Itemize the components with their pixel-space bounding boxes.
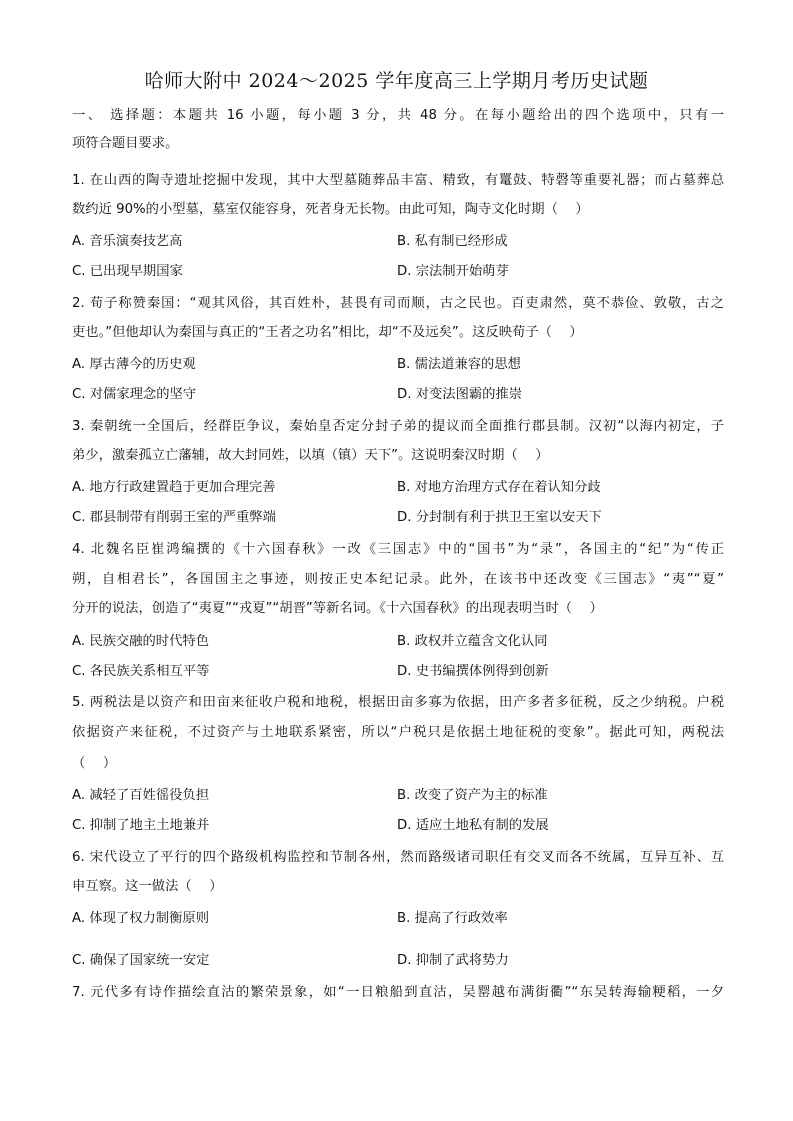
- question-6-option-b: B. 提高了行政效率: [397, 911, 508, 926]
- question-5-line-1: 5. 两税法是以资产和田亩来征收户税和地税，根据田亩多寡为依据，田产多者多征税，反之少纳税。户税: [72, 695, 724, 710]
- question-2-option-d: D. 对变法图霸的推崇: [397, 387, 523, 402]
- question-1-line-2: 数约近 90%的小型墓，墓室仅能容身，死者身无长物。由此可知，陶寺文化时期（ ）: [72, 202, 589, 217]
- question-6-line-1: 6. 宋代设立了平行的四个路级机构监控和节制各州，然而路级诸司职任有交叉而各不统属，互异互补、互: [72, 850, 724, 865]
- section-instruction-line-2: 项符合题目要求。: [72, 136, 179, 151]
- question-5-option-c: C. 抑制了地主土地兼并: [72, 818, 210, 833]
- question-2-option-c: C. 对儒家理念的坚守: [72, 387, 197, 402]
- question-6-option-c: C. 确保了国家统一安定: [72, 953, 210, 968]
- question-5-line-2: 依据资产来征税，不过资产与土地联系紧密，所以“户税只是依据土地征税的变象”。据此可知，两税法: [72, 725, 724, 740]
- question-6-option-d: D. 抑制了武将势力: [397, 953, 509, 968]
- question-1-option-d: D. 宗法制开始萌芽: [397, 264, 509, 279]
- question-1-option-b: B. 私有制已经形成: [397, 234, 508, 249]
- section-instruction-line-1: 一、 选择题：本题共 16 小题，每小题 3 分，共 48 分。在每小题给出的四个选项中，只有一: [72, 108, 724, 123]
- question-5-option-d: D. 适应土地私有制的发展: [397, 818, 549, 833]
- question-1-line-1: 1. 在山西的陶寺遗址挖掘中发现，其中大型墓随葬品丰富、精致，有鼍鼓、特磬等重要礼器；而占墓葬总: [72, 173, 724, 188]
- question-3-option-a: A. 地方行政建置趋于更加合理完善: [72, 480, 276, 495]
- question-3-option-d: D. 分封制有利于拱卫王室以安天下: [397, 510, 602, 525]
- question-3-line-1: 3. 秦朝统一全国后，经群臣争议，秦始皇否定分封子弟的提议而全面推行郡县制。汉初“以海内初定，子: [72, 419, 724, 434]
- question-4-line-3: 分开的说法，创造了“夷夏”“戎夏”“胡晋”等新名词。《十六国春秋》的出现表明当时（ ）: [72, 601, 603, 616]
- question-4-option-b: B. 政权并立蕴含文化认同: [397, 634, 548, 649]
- page-title: 哈师大附中 2024～2025 学年度高三上学期月考历史试题: [144, 70, 649, 92]
- question-5-line-3: （ ）: [72, 756, 117, 771]
- question-3-option-c: C. 郡县制带有削弱王室的严重弊端: [72, 510, 276, 525]
- question-2-option-a: A. 厚古薄今的历史观: [72, 357, 196, 372]
- question-7-line-1: 7. 元代多有诗作描绘直沽的繁荣景象，如“一日粮船到直沽，吴罂越布满街衢”“东吴转海输粳稻，一夕: [72, 985, 724, 1000]
- question-4-line-2: 朔，自相君长”，各国国主之事迹，则按正史本纪记录。此外，在该书中还改变《三国志》“夷”“夏”: [72, 572, 724, 587]
- question-6-line-2: 申互察。这一做法（ ）: [72, 879, 223, 894]
- question-5-option-b: B. 改变了资产为主的标准: [397, 788, 548, 803]
- question-3-option-b: B. 对地方治理方式存在着认知分歧: [397, 480, 601, 495]
- question-6-option-a: A. 体现了权力制衡原则: [72, 911, 209, 926]
- question-1-option-a: A. 音乐演奏技艺高: [72, 234, 183, 249]
- question-2-line-1: 2. 荀子称赞秦国：“观其风俗，其百姓朴，甚畏有司而顺，古之民也。百吏肃然，莫不恭俭、敦敬，古之: [72, 296, 724, 311]
- question-4-option-a: A. 民族交融的时代特色: [72, 634, 209, 649]
- question-2-option-b: B. 儒法道兼容的思想: [397, 357, 521, 372]
- question-2-line-2: 吏也。”但他却认为秦国与真正的“王者之功名”相比，却“不及远矣”。这反映荀子（ ）: [72, 325, 583, 340]
- question-3-line-2: 弟少，激秦孤立亡藩辅，故大封同姓，以填（镇）天下”。这说明秦汉时期（ ）: [72, 448, 549, 463]
- question-4-option-d: D. 史书编撰体例得到创新: [397, 664, 549, 679]
- question-5-option-a: A. 减轻了百姓徭役负担: [72, 788, 209, 803]
- question-4-line-1: 4. 北魏名臣崔鸿编撰的《十六国春秋》一改《三国志》中的“国书”为“录”，各国主的“纪”为“传正: [72, 542, 724, 557]
- question-4-option-c: C. 各民族关系相互平等: [72, 664, 210, 679]
- question-1-option-c: C. 已出现早期国家: [72, 264, 183, 279]
